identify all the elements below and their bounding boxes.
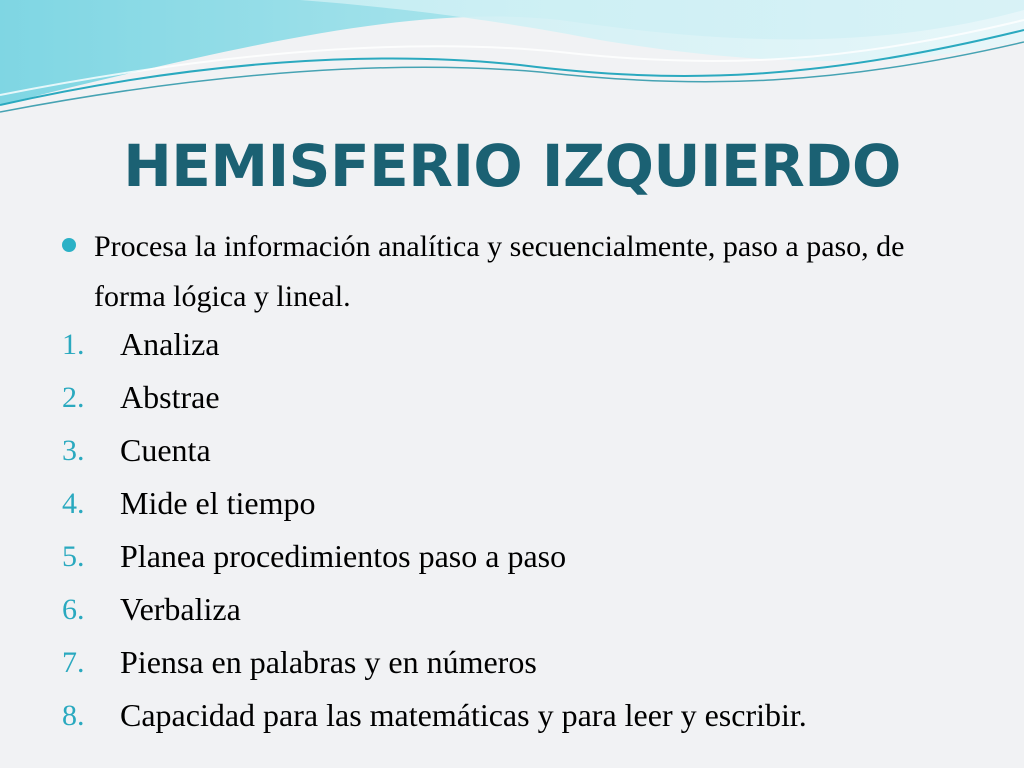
wave-decoration [0,0,1024,130]
list-number: 6. [62,592,85,626]
list-text: Piensa en palabras y en números [120,644,537,680]
list-text: Abstrae [120,379,220,415]
bullet-dot-icon [62,238,76,252]
bullet-item [62,222,962,322]
list-item [62,689,1002,742]
list-item [62,318,1002,371]
numbered-list [62,318,1002,742]
list-item [62,636,1002,689]
list-text: Analiza [120,326,220,362]
list-item [62,583,1002,636]
list-number: 2. [62,380,85,414]
list-number: 8. [62,698,85,732]
list-number: 4. [62,486,85,520]
list-item [62,477,1002,530]
list-text: Verbaliza [120,591,241,627]
list-number: 3. [62,433,85,467]
list-number: 1. [62,327,85,361]
page-title: HEMISFERIO IZQUIERDO [123,132,901,200]
list-text: Mide el tiempo [120,485,316,521]
list-item [62,371,1002,424]
list-number: 7. [62,645,85,679]
list-text: Planea procedimientos paso a paso [120,538,567,574]
list-item [62,530,1002,583]
list-item [62,424,1002,477]
list-text: Capacidad para las matemáticas y para leer y escribir. [120,697,807,733]
bullet-text: Procesa la información analítica y secuencialmente, paso a paso, de forma lógica y lineal. [94,230,905,313]
list-number: 5. [62,539,85,573]
list-text: Cuenta [120,432,211,468]
